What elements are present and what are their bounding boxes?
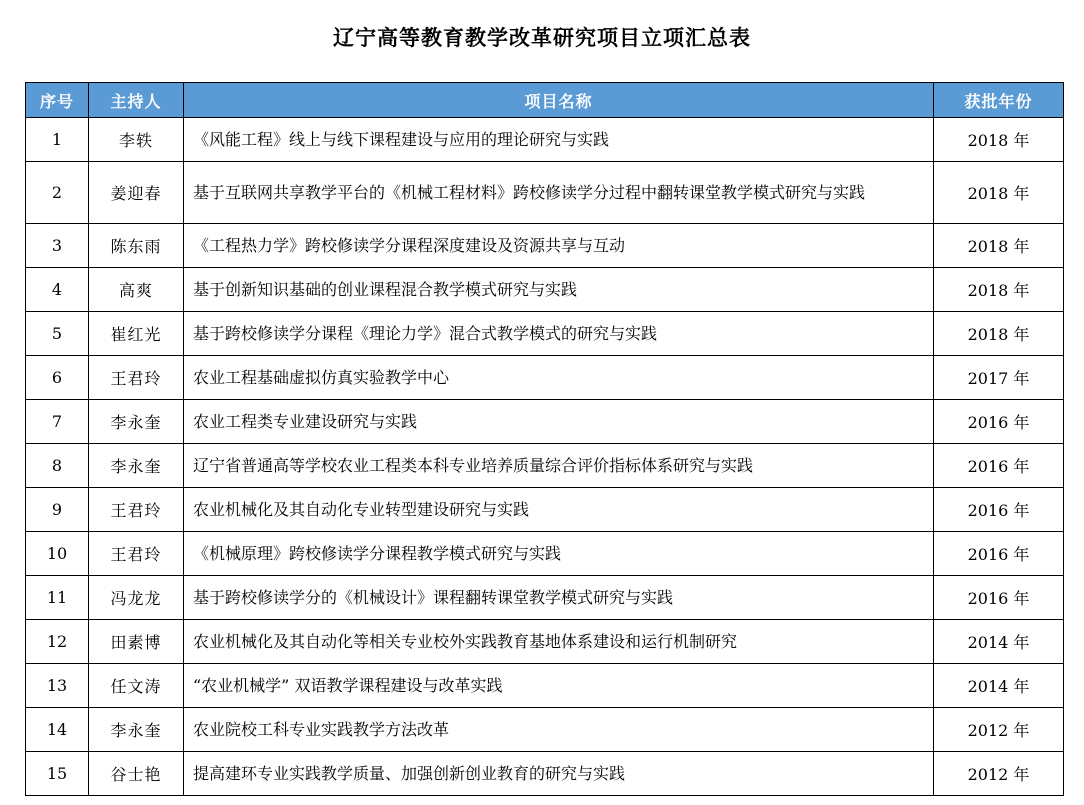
table-row bbox=[26, 444, 1064, 488]
table-row bbox=[26, 488, 1064, 532]
table-row bbox=[26, 118, 1064, 162]
serial-cell: 9 bbox=[26, 488, 89, 532]
column-header-year: 获批年份 bbox=[934, 83, 1064, 118]
project-cell: 基于跨校修读学分的《机械设计》课程翻转课堂教学模式研究与实践 bbox=[184, 576, 934, 620]
table-row bbox=[26, 224, 1064, 268]
serial-cell: 13 bbox=[26, 664, 89, 708]
table-row bbox=[26, 708, 1064, 752]
serial-cell: 7 bbox=[26, 400, 89, 444]
year-cell: 2016 年 bbox=[934, 576, 1064, 620]
year-cell: 2018 年 bbox=[934, 224, 1064, 268]
leader-cell: 田素博 bbox=[89, 620, 184, 664]
serial-cell: 8 bbox=[26, 444, 89, 488]
project-summary-table bbox=[25, 82, 1064, 796]
table-row bbox=[26, 268, 1064, 312]
leader-cell: 李轶 bbox=[89, 118, 184, 162]
leader-cell: 王君玲 bbox=[89, 488, 184, 532]
year-cell: 2016 年 bbox=[934, 532, 1064, 576]
serial-cell: 11 bbox=[26, 576, 89, 620]
leader-cell: 王君玲 bbox=[89, 532, 184, 576]
project-cell: 《工程热力学》跨校修读学分课程深度建设及资源共享与互动 bbox=[184, 224, 934, 268]
leader-cell: 李永奎 bbox=[89, 708, 184, 752]
year-cell: 2016 年 bbox=[934, 488, 1064, 532]
table-row bbox=[26, 312, 1064, 356]
table-row bbox=[26, 356, 1064, 400]
serial-cell: 12 bbox=[26, 620, 89, 664]
leader-cell: 王君玲 bbox=[89, 356, 184, 400]
serial-cell: 1 bbox=[26, 118, 89, 162]
year-cell: 2018 年 bbox=[934, 312, 1064, 356]
project-cell: 基于创新知识基础的创业课程混合教学模式研究与实践 bbox=[184, 268, 934, 312]
serial-cell: 14 bbox=[26, 708, 89, 752]
leader-cell: 任文涛 bbox=[89, 664, 184, 708]
leader-cell: 陈东雨 bbox=[89, 224, 184, 268]
serial-cell: 15 bbox=[26, 752, 89, 796]
project-cell: “农业机械学” 双语教学课程建设与改革实践 bbox=[184, 664, 934, 708]
column-header-leader: 主持人 bbox=[89, 83, 184, 118]
leader-cell: 崔红光 bbox=[89, 312, 184, 356]
year-cell: 2014 年 bbox=[934, 620, 1064, 664]
year-cell: 2017 年 bbox=[934, 356, 1064, 400]
column-header-serial: 序号 bbox=[26, 83, 89, 118]
serial-cell: 10 bbox=[26, 532, 89, 576]
project-cell: 提高建环专业实践教学质量、加强创新创业教育的研究与实践 bbox=[184, 752, 934, 796]
serial-cell: 6 bbox=[26, 356, 89, 400]
page-title: 辽宁高等教育教学改革研究项目立项汇总表 bbox=[333, 26, 751, 50]
year-cell: 2018 年 bbox=[934, 118, 1064, 162]
year-cell: 2012 年 bbox=[934, 708, 1064, 752]
leader-cell: 姜迎春 bbox=[89, 162, 184, 224]
year-cell: 2012 年 bbox=[934, 752, 1064, 796]
table-row bbox=[26, 664, 1064, 708]
leader-cell: 冯龙龙 bbox=[89, 576, 184, 620]
leader-cell: 李永奎 bbox=[89, 444, 184, 488]
project-cell: 《机械原理》跨校修读学分课程教学模式研究与实践 bbox=[184, 532, 934, 576]
table-row bbox=[26, 752, 1064, 796]
project-cell: 农业院校工科专业实践教学方法改革 bbox=[184, 708, 934, 752]
leader-cell: 李永奎 bbox=[89, 400, 184, 444]
table-row bbox=[26, 162, 1064, 224]
project-cell: 农业机械化及其自动化等相关专业校外实践教育基地体系建设和运行机制研究 bbox=[184, 620, 934, 664]
project-cell: 农业工程类专业建设研究与实践 bbox=[184, 400, 934, 444]
year-cell: 2016 年 bbox=[934, 444, 1064, 488]
table-row bbox=[26, 532, 1064, 576]
project-cell: 辽宁省普通高等学校农业工程类本科专业培养质量综合评价指标体系研究与实践 bbox=[184, 444, 934, 488]
table-row bbox=[26, 400, 1064, 444]
year-cell: 2016 年 bbox=[934, 400, 1064, 444]
project-cell: 农业机械化及其自动化专业转型建设研究与实践 bbox=[184, 488, 934, 532]
project-cell: 基于跨校修读学分课程《理论力学》混合式教学模式的研究与实践 bbox=[184, 312, 934, 356]
table-row bbox=[26, 576, 1064, 620]
year-cell: 2018 年 bbox=[934, 162, 1064, 224]
serial-cell: 2 bbox=[26, 162, 89, 224]
project-cell: 《风能工程》线上与线下课程建设与应用的理论研究与实践 bbox=[184, 118, 934, 162]
project-cell: 农业工程基础虚拟仿真实验教学中心 bbox=[184, 356, 934, 400]
serial-cell: 3 bbox=[26, 224, 89, 268]
leader-cell: 谷士艳 bbox=[89, 752, 184, 796]
table-row bbox=[26, 620, 1064, 664]
project-cell: 基于互联网共享教学平台的《机械工程材料》跨校修读学分过程中翻转课堂教学模式研究与实践 bbox=[184, 162, 934, 224]
leader-cell: 高爽 bbox=[89, 268, 184, 312]
column-header-project: 项目名称 bbox=[184, 83, 934, 118]
serial-cell: 4 bbox=[26, 268, 89, 312]
year-cell: 2014 年 bbox=[934, 664, 1064, 708]
table-header-row bbox=[26, 83, 1064, 118]
serial-cell: 5 bbox=[26, 312, 89, 356]
year-cell: 2018 年 bbox=[934, 268, 1064, 312]
